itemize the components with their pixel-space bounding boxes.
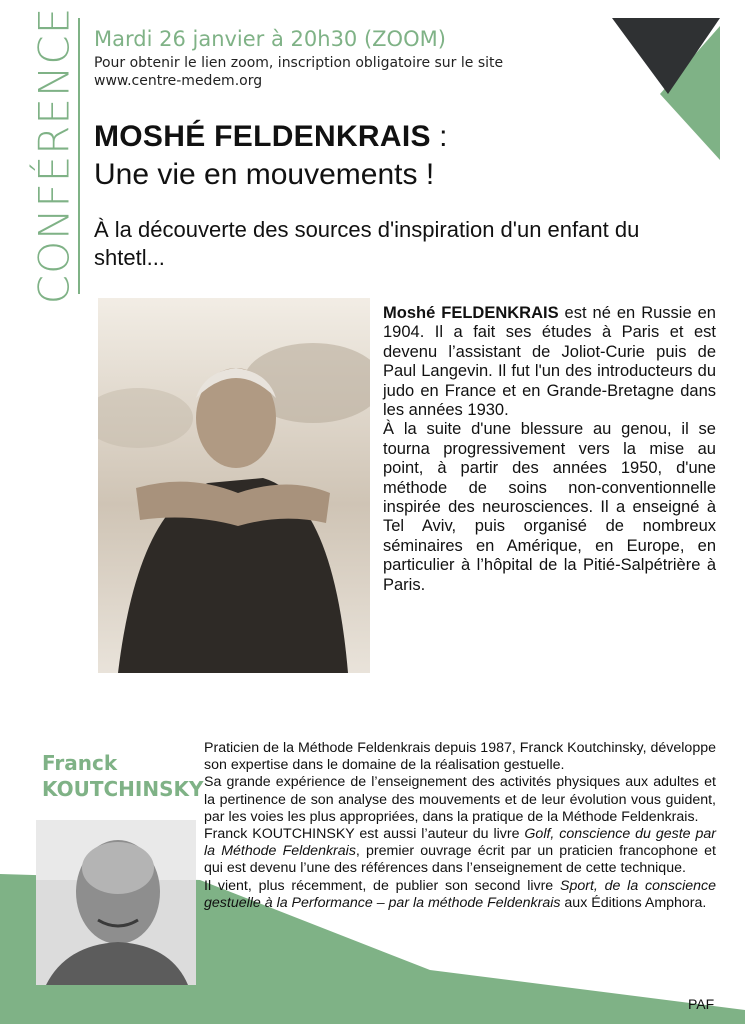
feldenkrais-photo — [98, 298, 370, 673]
bio-name-bold: Moshé FELDENKRAIS — [383, 304, 559, 322]
corner-triangles-decoration — [612, 18, 720, 160]
speaker-para-1: Praticien de la Méthode Feldenkrais depuis 1987, Franck Koutchinsky, développe son expertise dans le domaine de la réalisation gestuelle. — [204, 740, 716, 774]
book-title-golf: Golf, conscience du geste par la Méthode Feldenkrais — [204, 826, 717, 860]
bio-para-1-text: est né en Russie en 1904. Il a fait ses études à Paris et est devenu l’assistant de Joliot-Curie puis de Paul Langevin. Il fut l'un des introducteurs du judo en France et en Grande-Bretagne dans les années 1930. — [383, 304, 716, 420]
vertical-label-wrap — [28, 6, 80, 305]
speaker-para-3 — [204, 826, 716, 878]
speaker-first-name: Franck — [42, 751, 118, 775]
speaker-para-4 — [204, 878, 716, 912]
bio-para-2: À la suite d'une blessure au genou, il se tourna progressivement vers la mise au point, à partir des années 1950, d'une méthode de soins non-conventionnelle inspirée des neurosciences. Il a enseigné à Tel Aviv, puis organisé de nombreux séminaires en Amérique, en Europe, en particulier à l’hôpital de la Pitié-Salpétrière à Paris. — [383, 420, 716, 594]
speaker-para-2: Sa grande expérience de l’enseignement des activités physiques aux adultes et la pertinence de son analyse des mouvements et de leur évolution vous guident, par les voies les plus appropriées, dans la pratique de la Méthode Feldenkrais. — [204, 774, 716, 825]
event-date: Mardi 26 janvier à 20h30 (ZOOM) — [94, 27, 446, 51]
conference-vertical-label: CONFÉRENCE — [29, 6, 79, 305]
title-name: MOSHÉ FELDENKRAIS — [94, 120, 431, 153]
para4-text-b: aux Éditions Amphora. — [560, 894, 707, 911]
tagline: À la découverte des sources d'inspiration d'un enfant du shtetl... — [94, 217, 640, 270]
para4-text-a: Il vient, plus récemment, de publier son second livre — [204, 877, 560, 894]
speaker-name — [42, 750, 203, 802]
feldenkrais-bio — [383, 304, 716, 595]
speaker-last-name: KOUTCHINSKY — [42, 777, 204, 801]
para3-text-b: , premier ouvrage écrit par un praticien francophone et qui est devenu l’une des références dans l’enseignement de cette technique. — [204, 843, 716, 877]
speaker-photo — [36, 820, 196, 985]
page-title — [94, 118, 447, 194]
green-divider-line — [78, 18, 80, 294]
bio-para-1 — [383, 304, 716, 420]
book-title-sport: Sport, de la conscience gestuelle à la Performance – par la méthode Feldenkrais — [204, 877, 716, 911]
paf-label: PAF — [688, 996, 715, 1012]
para3-text-a: Franck KOUTCHINSKY est aussi l’auteur du livre — [204, 826, 525, 843]
registration-note: Pour obtenir le lien zoom, inscription obligatoire sur le site www.centre-medem.org — [94, 55, 504, 89]
title-subtitle: Une vie en mouvements ! — [94, 158, 435, 191]
speaker-bio — [204, 740, 716, 912]
title-colon: : — [430, 120, 448, 153]
